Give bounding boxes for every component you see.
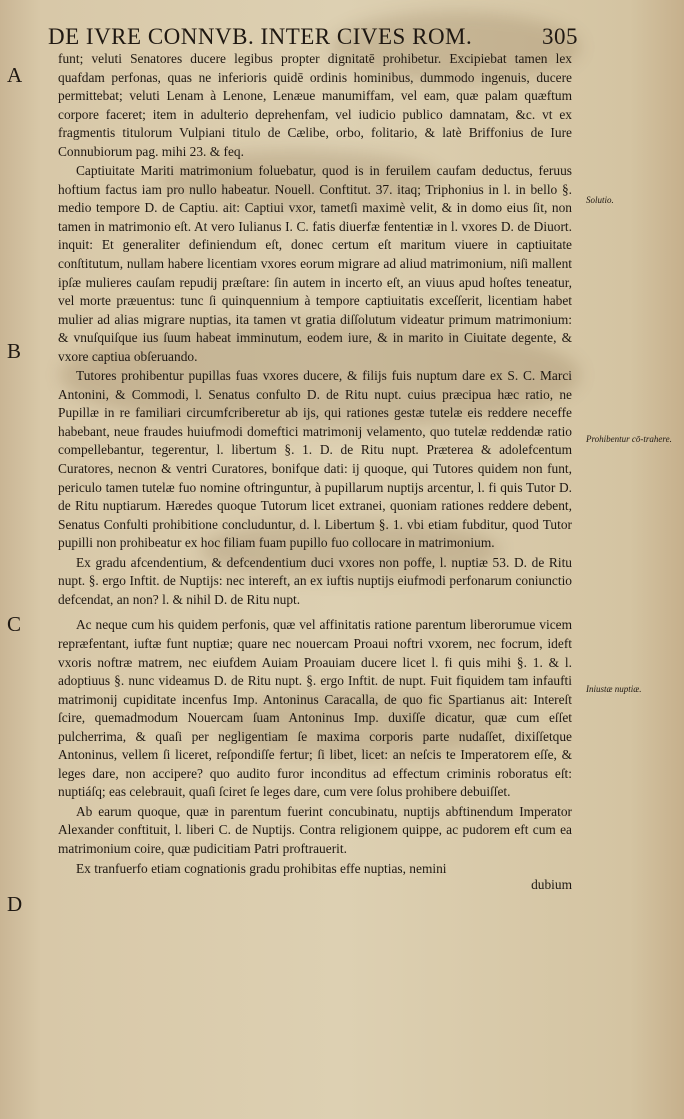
side-note-iniustae-nuptiae: Iniustæ nuptiæ.: [586, 684, 642, 694]
paragraph-ex-transuerso: Ex tranfuerfo etiam cognationis gradu prohibitas effe nuptias, nemini: [76, 860, 447, 876]
margin-letter-d: D: [7, 892, 23, 916]
side-note-prohibentur: Prohibentur cō-trahere.: [586, 434, 672, 444]
text-body: [58, 50, 572, 895]
paragraph-ac-neque: Ac neque cum his quidem perfonis, quæ vel affinitatis ratione parentum liberorumue vicem repræfentant, iuftæ funt nuptiæ; quare nec nouercam Proaui noftri vxorem, nec focrum, ideft vxoris noftræ matrem, nec eiufdem Auiam Proauiam ducere licet l. fi quis mihi §. 1. & l. adoptiuus §. nunc videamus D. de Ritu nupt. §. ergo Inftit. de nupt. Fuit fiquidem tam infaufti matrimonij cupiditate incenfus Imp. Antoninus Caracalla, de quo fic Spartianus ait: Intereſt ſcire, quemadmodum Nouercam ſuam Antoninus Imp. duxiſſe dicatur, quæ cum eſſet pulcherrima, & quaſi per negligentiam ſe maxima corporis parte nudaſſet, dixiſſetque Antoninus, vellem ſi liceret, reſpondiſſe fertur; ſi libet, licet: an neſcis te Imperatorem eſſe, & leges dare, non accipere? quo audito furor inconditus ad effectum criminis roboratus eſt: nuptiáſq; eas celebrauit, quaſi ſciret ſe leges dare, cum vere ſolus prohibere debuiſſet.: [58, 617, 572, 800]
margin-letter-a: A: [7, 63, 23, 87]
catchword: dubium: [531, 877, 572, 893]
paragraph-ab-earum: Ab earum quoque, quæ in parentum fuerint concubinatu, nuptijs abftinendum Imperator Alexander conftituit, l. liberi C. de Nuptijs. Contra religionem quippe, ac pudorem eft cum ea matrimonium coire, quæ pudicitiam Patri proftrauerit.: [58, 803, 572, 856]
paragraph-ex-gradu: Ex gradu afcendentium, & defcendentium duci vxores non poffe, l. nuptiæ 53. D. de Ritu nupt. §. ergo Inftit. de Nuptijs: nec intereft, an ex iuftis nuptijs eiufmodi perfonarum coniunctio defcendat, an non? l. & nihil D. de Ritu nupt.: [58, 554, 572, 607]
page-number: 305: [542, 24, 578, 49]
paragraph-captiuitate: Captiuitate Mariti matrimonium foluebatur, quod is in feruilem caufam deductus, feruus hoftium factus iam pro nullo habeatur. Nouell. Conftitut. 37. itaq; Triphonius in l. in bello §. medio tempore D. de Captiu. ait: Captiui vxor, tametſi maximè velit, & in domo eius ſit, non tamen in matrimonio eſt. At vero Iulianus I. C. fatis diuerfæ fententiæ in l. vxores D. de Diuort. inquit: Et generaliter definiendum eſt, donec certum eſt maritum viuere in captiuitate conſtitutum, nullam habere licentiam vxores eorum migrare ad aliud matrimonium, niſi mallent ipſæ mulieres cauſam repudij præſtare: ſin autem in incerto eſt, an viuus apud hoſtes teneatur, vel morte præuentus: tunc ſi quinquennium à tempore captiuitatis exceſſerit, licentiam habet mulier ad alias migrare nuptias, ita tamen vt gratia diſſolutum videatur primum matrimonium: & vnuſquiſque ius ſuum habeat imminutum, eodem iure, & in marito in Ciuitate degente, & vxore captiua obſeruando.: [58, 163, 572, 364]
paragraph-continued: funt; veluti Senatores ducere legibus propter dignitatē prohibetur. Excipiebat tamen lex quafdam perfonas, quas ne inferioris quidē ordinis hominibus, dummodo ingenuis, ducere permittebat; veluti Lenam à Lenone, Lenæue manumiffam, vel eam, quæ palam quæftum corpore faceret; item in adulterio deprehenfam, vel iudicio publico damnatam, &c. vt ex fragmentis titulorum Vulpiani titulo de Cælibe, orbo, folitario, & latè Briffonius de Iure Connubiorum pag. mihi 23. & feq.: [58, 51, 572, 159]
running-title: DE IVRE CONNVB. INTER CIVES ROM.: [48, 24, 473, 49]
paragraph-tutores: Tutores prohibentur pupillas fuas vxores ducere, & filijs fuis nuptum dare ex S. C. Marci Antonini, & Commodi, l. Senatus confulto D. de Ritu nupt. cuius præcipua hæc ratio, ne Pupillæ in re familiari circumfcriberetur ab ijs, qui rationes gestæ tutelæ eis reddere neceffe habebant, neue fraudes huiufmodi domeftici matrimonij velamento, quo tutelæ reddendæ ratio compellebantur, tegerentur, l. libertum §. 1. D. de Ritu nupt. Præterea & adolefcentum Curatores, necnon & ventri Curatores, bonifque dati: ij quoque, qui Tutores quidem non funt, periculo tamen tutelæ fuo nomine oftringuntur, à pupillarum nuptijs arcentur, l. fi quis Tutor D. de Ritu nuptiarum. Hæredes quoque Tutorum licet extranei, quoniam rationes reddere debent, Senatus Confulti prohibitione concluduntur, d. l. Libertum §. 1. vbi etiam fubditur, quod Tutor pupilli non prohibeatur ex hoc filiam fuam pupillo fuo collocare in matrimonium.: [58, 368, 572, 551]
side-note-solutio: Solutio.: [586, 195, 614, 205]
margin-letter-c: C: [7, 612, 22, 636]
margin-letter-b: B: [7, 339, 22, 363]
